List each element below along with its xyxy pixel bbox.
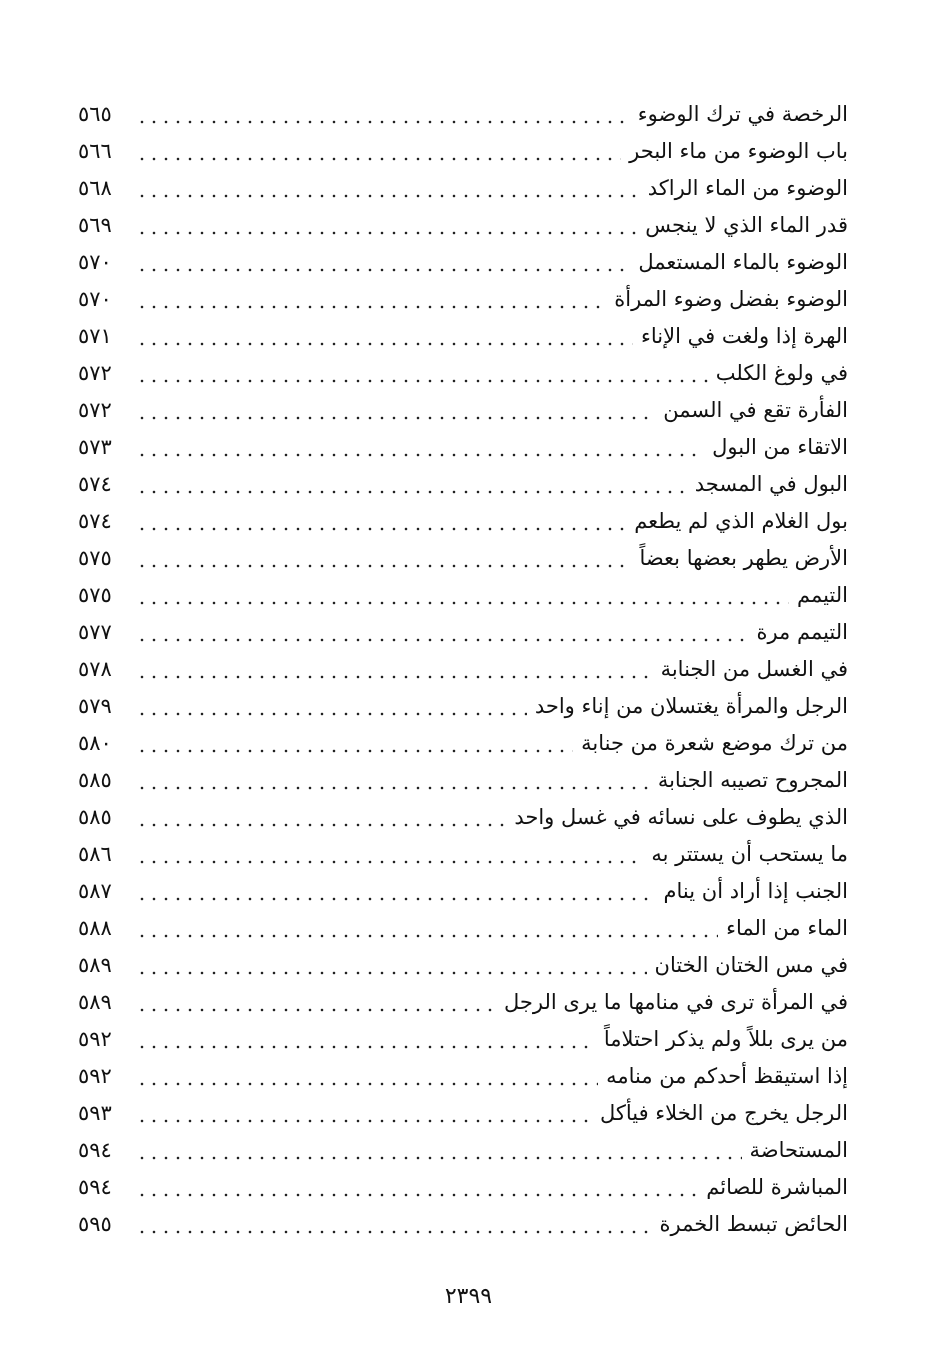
toc-entry xyxy=(78,725,848,762)
toc-entry-page: ٥٧١ xyxy=(78,324,112,348)
dot-leader xyxy=(136,1193,698,1197)
toc-entry-title: الوضوء بفضل وضوء المرأة xyxy=(614,287,848,311)
toc-entry xyxy=(78,133,848,170)
toc-entry-page: ٥٩٤ xyxy=(78,1175,112,1199)
toc-entry-title: بول الغلام الذي لم يطعم xyxy=(634,509,848,533)
dot-leader xyxy=(136,971,647,975)
toc-entry-title: التيمم xyxy=(796,583,848,607)
toc-entry-title: إذا استيقظ أحدكم من منامه xyxy=(606,1064,848,1088)
toc-entry-title: في مس الختان الختان xyxy=(654,953,848,977)
toc-entry-page: ٥٧٠ xyxy=(78,250,112,274)
dot-leader xyxy=(136,157,621,161)
toc-entry-page: ٥٨٥ xyxy=(78,805,112,829)
toc-entry xyxy=(78,207,848,244)
toc-entry-page: ٥٧٨ xyxy=(78,657,112,681)
toc-entry xyxy=(78,1132,848,1169)
toc-entry xyxy=(78,392,848,429)
toc-entry-title: الجنب إذا أراد أن ينام xyxy=(663,879,848,903)
toc-entry xyxy=(78,244,848,281)
toc-entry-title: من يرى بللاً ولم يذكر احتلاماً xyxy=(603,1027,848,1051)
toc-entry xyxy=(78,577,848,614)
toc-entry-title: الفأرة تقع في السمن xyxy=(663,398,848,422)
toc-entry-title: قدر الماء الذي لا ينجس xyxy=(645,213,848,237)
toc-entry-page: ٥٩٢ xyxy=(78,1064,112,1088)
dot-leader xyxy=(136,490,687,494)
dot-leader xyxy=(136,231,637,235)
toc-entry xyxy=(78,96,848,133)
dot-leader xyxy=(136,453,704,457)
toc-entry-title: الحائض تبسط الخمرة xyxy=(659,1212,848,1236)
dot-leader xyxy=(136,638,748,642)
toc-entry-page: ٥٨٩ xyxy=(78,953,112,977)
toc-entry-page: ٥٧٥ xyxy=(78,546,112,570)
toc-entry xyxy=(78,1206,848,1243)
toc-entry-page: ٥٧٤ xyxy=(78,472,112,496)
dot-leader xyxy=(136,379,708,383)
toc-entry xyxy=(78,540,848,577)
toc-entry xyxy=(78,1058,848,1095)
toc-entry xyxy=(78,799,848,836)
toc-entry xyxy=(78,281,848,318)
toc-entry-page: ٥٧٠ xyxy=(78,287,112,311)
toc-entry-page: ٥٦٦ xyxy=(78,139,112,163)
dot-leader xyxy=(136,527,626,531)
toc-entry xyxy=(78,318,848,355)
toc-entry-title: الوضوء بالماء المستعمل xyxy=(638,250,848,274)
toc-entry xyxy=(78,170,848,207)
dot-leader xyxy=(136,1230,652,1234)
dot-leader xyxy=(136,305,606,309)
dot-leader xyxy=(136,675,653,679)
dot-leader xyxy=(136,786,650,790)
toc-entry-title: الذي يطوف على نسائه في غسل واحد xyxy=(514,805,848,829)
dot-leader xyxy=(136,1008,496,1012)
toc-entry-title: المستحاضة xyxy=(749,1138,848,1162)
table-of-contents xyxy=(78,96,848,1243)
toc-entry-title: التيمم مرة xyxy=(756,620,848,644)
toc-entry-page: ٥٨٩ xyxy=(78,990,112,1014)
dot-leader xyxy=(136,120,630,124)
dot-leader xyxy=(136,564,631,568)
dot-leader xyxy=(136,601,789,605)
toc-entry xyxy=(78,836,848,873)
toc-entry-page: ٥٨٠ xyxy=(78,731,112,755)
toc-entry-page: ٥٧٢ xyxy=(78,361,112,385)
toc-entry-title: الرجل والمرأة يغتسلان من إناء واحد xyxy=(534,694,848,718)
toc-entry-page: ٥٨٥ xyxy=(78,768,112,792)
toc-entry-title: باب الوضوء من ماء البحر xyxy=(629,139,848,163)
toc-entry-title: البول في المسجد xyxy=(694,472,848,496)
dot-leader xyxy=(136,268,630,272)
dot-leader xyxy=(136,934,718,938)
toc-entry-title: الوضوء من الماء الراكد xyxy=(647,176,848,200)
dot-leader xyxy=(136,342,633,346)
toc-entry xyxy=(78,688,848,725)
toc-entry xyxy=(78,503,848,540)
dot-leader xyxy=(136,1119,592,1123)
toc-entry-page: ٥٩٢ xyxy=(78,1027,112,1051)
dot-leader xyxy=(136,1082,598,1086)
toc-entry-page: ٥٩٥ xyxy=(78,1212,112,1236)
toc-entry-title: الماء من الماء xyxy=(726,916,848,940)
toc-entry-title: المجروح تصيبه الجنابة xyxy=(657,768,848,792)
toc-entry-title: الهرة إذا ولغت في الإناء xyxy=(641,324,848,348)
dot-leader xyxy=(136,1045,596,1049)
toc-entry-page: ٥٨٦ xyxy=(78,842,112,866)
toc-entry-page: ٥٧٣ xyxy=(78,435,112,459)
toc-entry xyxy=(78,873,848,910)
toc-entry-page: ٥٨٧ xyxy=(78,879,112,903)
toc-entry-page: ٥٦٩ xyxy=(78,213,112,237)
toc-entry-page: ٥٧٥ xyxy=(78,583,112,607)
toc-entry xyxy=(78,910,848,947)
toc-entry-title: من ترك موضع شعرة من جنابة xyxy=(581,731,848,755)
dot-leader xyxy=(136,860,643,864)
toc-entry xyxy=(78,355,848,392)
toc-entry-page: ٥٨٨ xyxy=(78,916,112,940)
toc-entry-title: الأرض يطهر بعضها بعضاً xyxy=(639,546,848,570)
toc-entry-page: ٥٦٨ xyxy=(78,176,112,200)
toc-entry-title: في المرأة ترى في منامها ما يرى الرجل xyxy=(503,990,848,1014)
toc-entry-page: ٥٦٥ xyxy=(78,102,112,126)
dot-leader xyxy=(136,823,506,827)
toc-entry xyxy=(78,984,848,1021)
toc-entry-title: ما يستحب أن يستتر به xyxy=(651,842,848,866)
toc-entry-page: ٥٩٤ xyxy=(78,1138,112,1162)
toc-entry xyxy=(78,651,848,688)
toc-entry-page: ٥٩٣ xyxy=(78,1101,112,1125)
dot-leader xyxy=(136,194,640,198)
toc-entry xyxy=(78,1169,848,1206)
dot-leader xyxy=(136,897,656,901)
toc-entry xyxy=(78,1095,848,1132)
toc-entry-page: ٥٧٤ xyxy=(78,509,112,533)
toc-entry-title: الرجل يخرج من الخلاء فيأكل xyxy=(599,1101,848,1125)
toc-entry-page: ٥٧٢ xyxy=(78,398,112,422)
toc-entry-title: في ولوغ الكلب xyxy=(715,361,848,385)
toc-entry xyxy=(78,1021,848,1058)
dot-leader xyxy=(136,416,655,420)
toc-entry xyxy=(78,466,848,503)
toc-entry-title: الاتقاء من البول xyxy=(712,435,848,459)
toc-entry xyxy=(78,429,848,466)
toc-entry-title: الرخصة في ترك الوضوء xyxy=(637,102,848,126)
toc-entry xyxy=(78,947,848,984)
toc-entry xyxy=(78,762,848,799)
toc-entry-page: ٥٧٩ xyxy=(78,694,112,718)
dot-leader xyxy=(136,1156,742,1160)
page-number: ٢٣٩٩ xyxy=(444,1284,493,1309)
toc-entry xyxy=(78,614,848,651)
dot-leader xyxy=(136,749,573,753)
dot-leader xyxy=(136,712,527,716)
toc-entry-title: المباشرة للصائم xyxy=(706,1175,848,1199)
toc-entry-page: ٥٧٧ xyxy=(78,620,112,644)
toc-entry-title: في الغسل من الجنابة xyxy=(660,657,848,681)
